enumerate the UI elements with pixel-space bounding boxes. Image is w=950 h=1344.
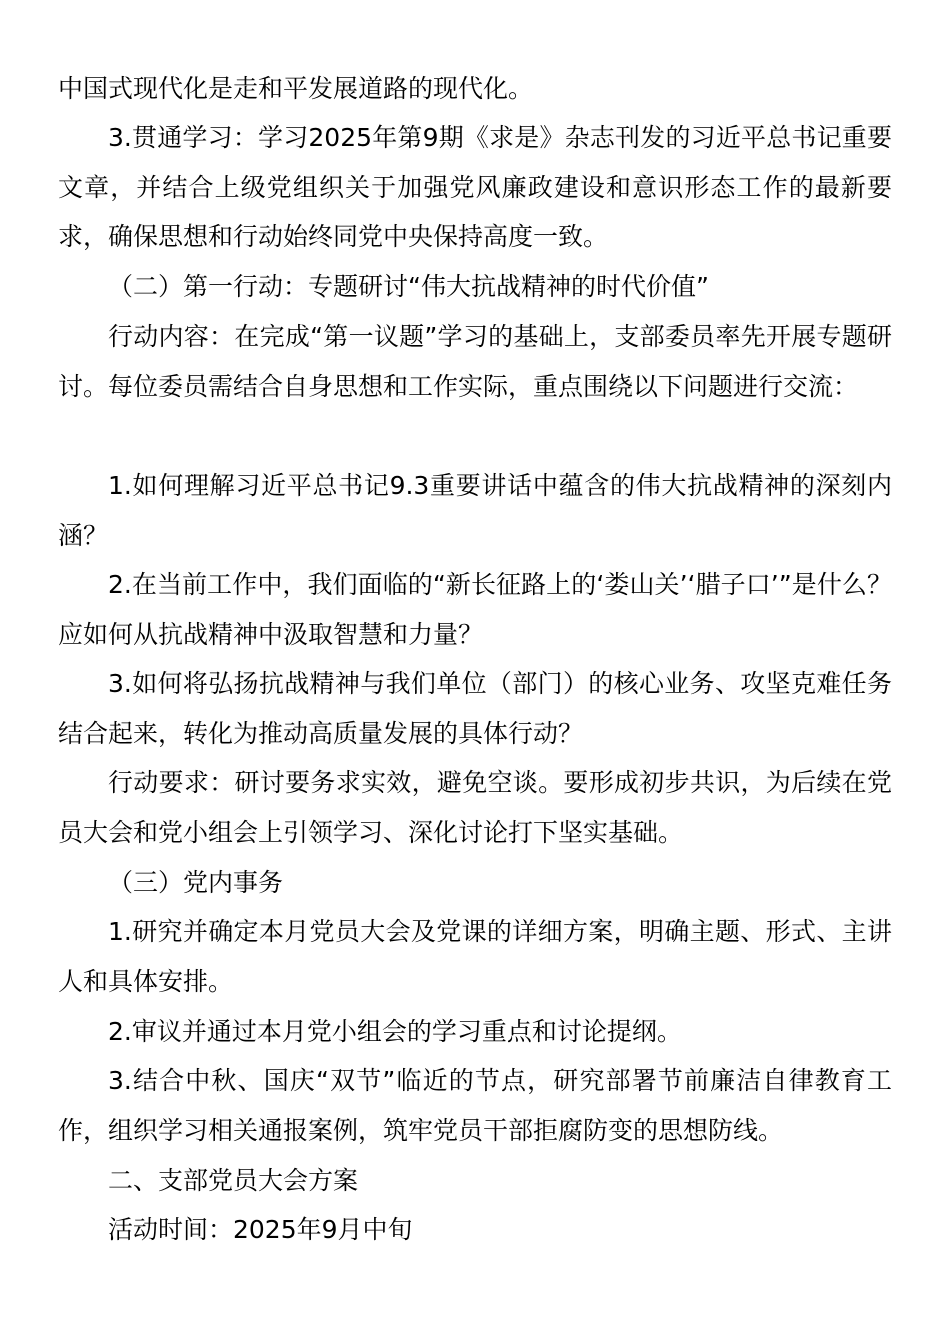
paragraph-1: 中国式现代化是走和平发展道路的现代化。 [58, 74, 534, 103]
activity-time: 活动时间：2025年9月中旬 [108, 1215, 413, 1244]
chapter-heading-2: 二、支部党员大会方案 [108, 1166, 359, 1195]
party-affair-2: 2.审议并通过本月党小组会的学习重点和讨论提纲。 [108, 1017, 682, 1046]
question-1: 1.如何理解习近平总书记9.3重要讲话中蕴含的伟大抗战精神的深刻内涵？ [58, 471, 892, 550]
paragraph-2: 3.贯通学习：学习2025年第9期《求是》杂志刊发的习近平总书记重要文章，并结合上级党组织关于加强党风廉政建设和意识形态工作的最新要求，确保思想和行动始终同党中央保持高度一致。 [58, 123, 892, 251]
paragraph-action-requirement: 行动要求：研讨要务求实效，避免空谈。要形成初步共识，为后续在党员大会和党小组会上引领学习、深化讨论打下坚实基础。 [58, 768, 892, 847]
party-affair-1: 1.研究并确定本月党员大会及党课的详细方案，明确主题、形式、主讲人和具体安排。 [58, 917, 892, 996]
question-3: 3.如何将弘扬抗战精神与我们单位（部门）的核心业务、攻坚克难任务结合起来，转化为推动高质量发展的具体行动？ [58, 669, 892, 748]
section-heading-3: （三）党内事务 [108, 868, 284, 897]
question-2: 2.在当前工作中，我们面临的“新长征路上的‘娄山关’‘腊子口’”是什么？应如何从抗战精神中汲取智慧和力量？ [58, 570, 892, 649]
section-heading-2: （二）第一行动：专题研讨“伟大抗战精神的时代价值” [108, 272, 709, 301]
paragraph-action-content: 行动内容：在完成“第一议题”学习的基础上，支部委员率先开展专题研讨。每位委员需结合自身思想和工作实际，重点围绕以下问题进行交流： [58, 322, 892, 401]
party-affair-3: 3.结合中秋、国庆“双节”临近的节点，研究部署节前廉洁自律教育工作，组织学习相关通报案例，筑牢党员干部拒腐防变的思想防线。 [58, 1066, 892, 1145]
